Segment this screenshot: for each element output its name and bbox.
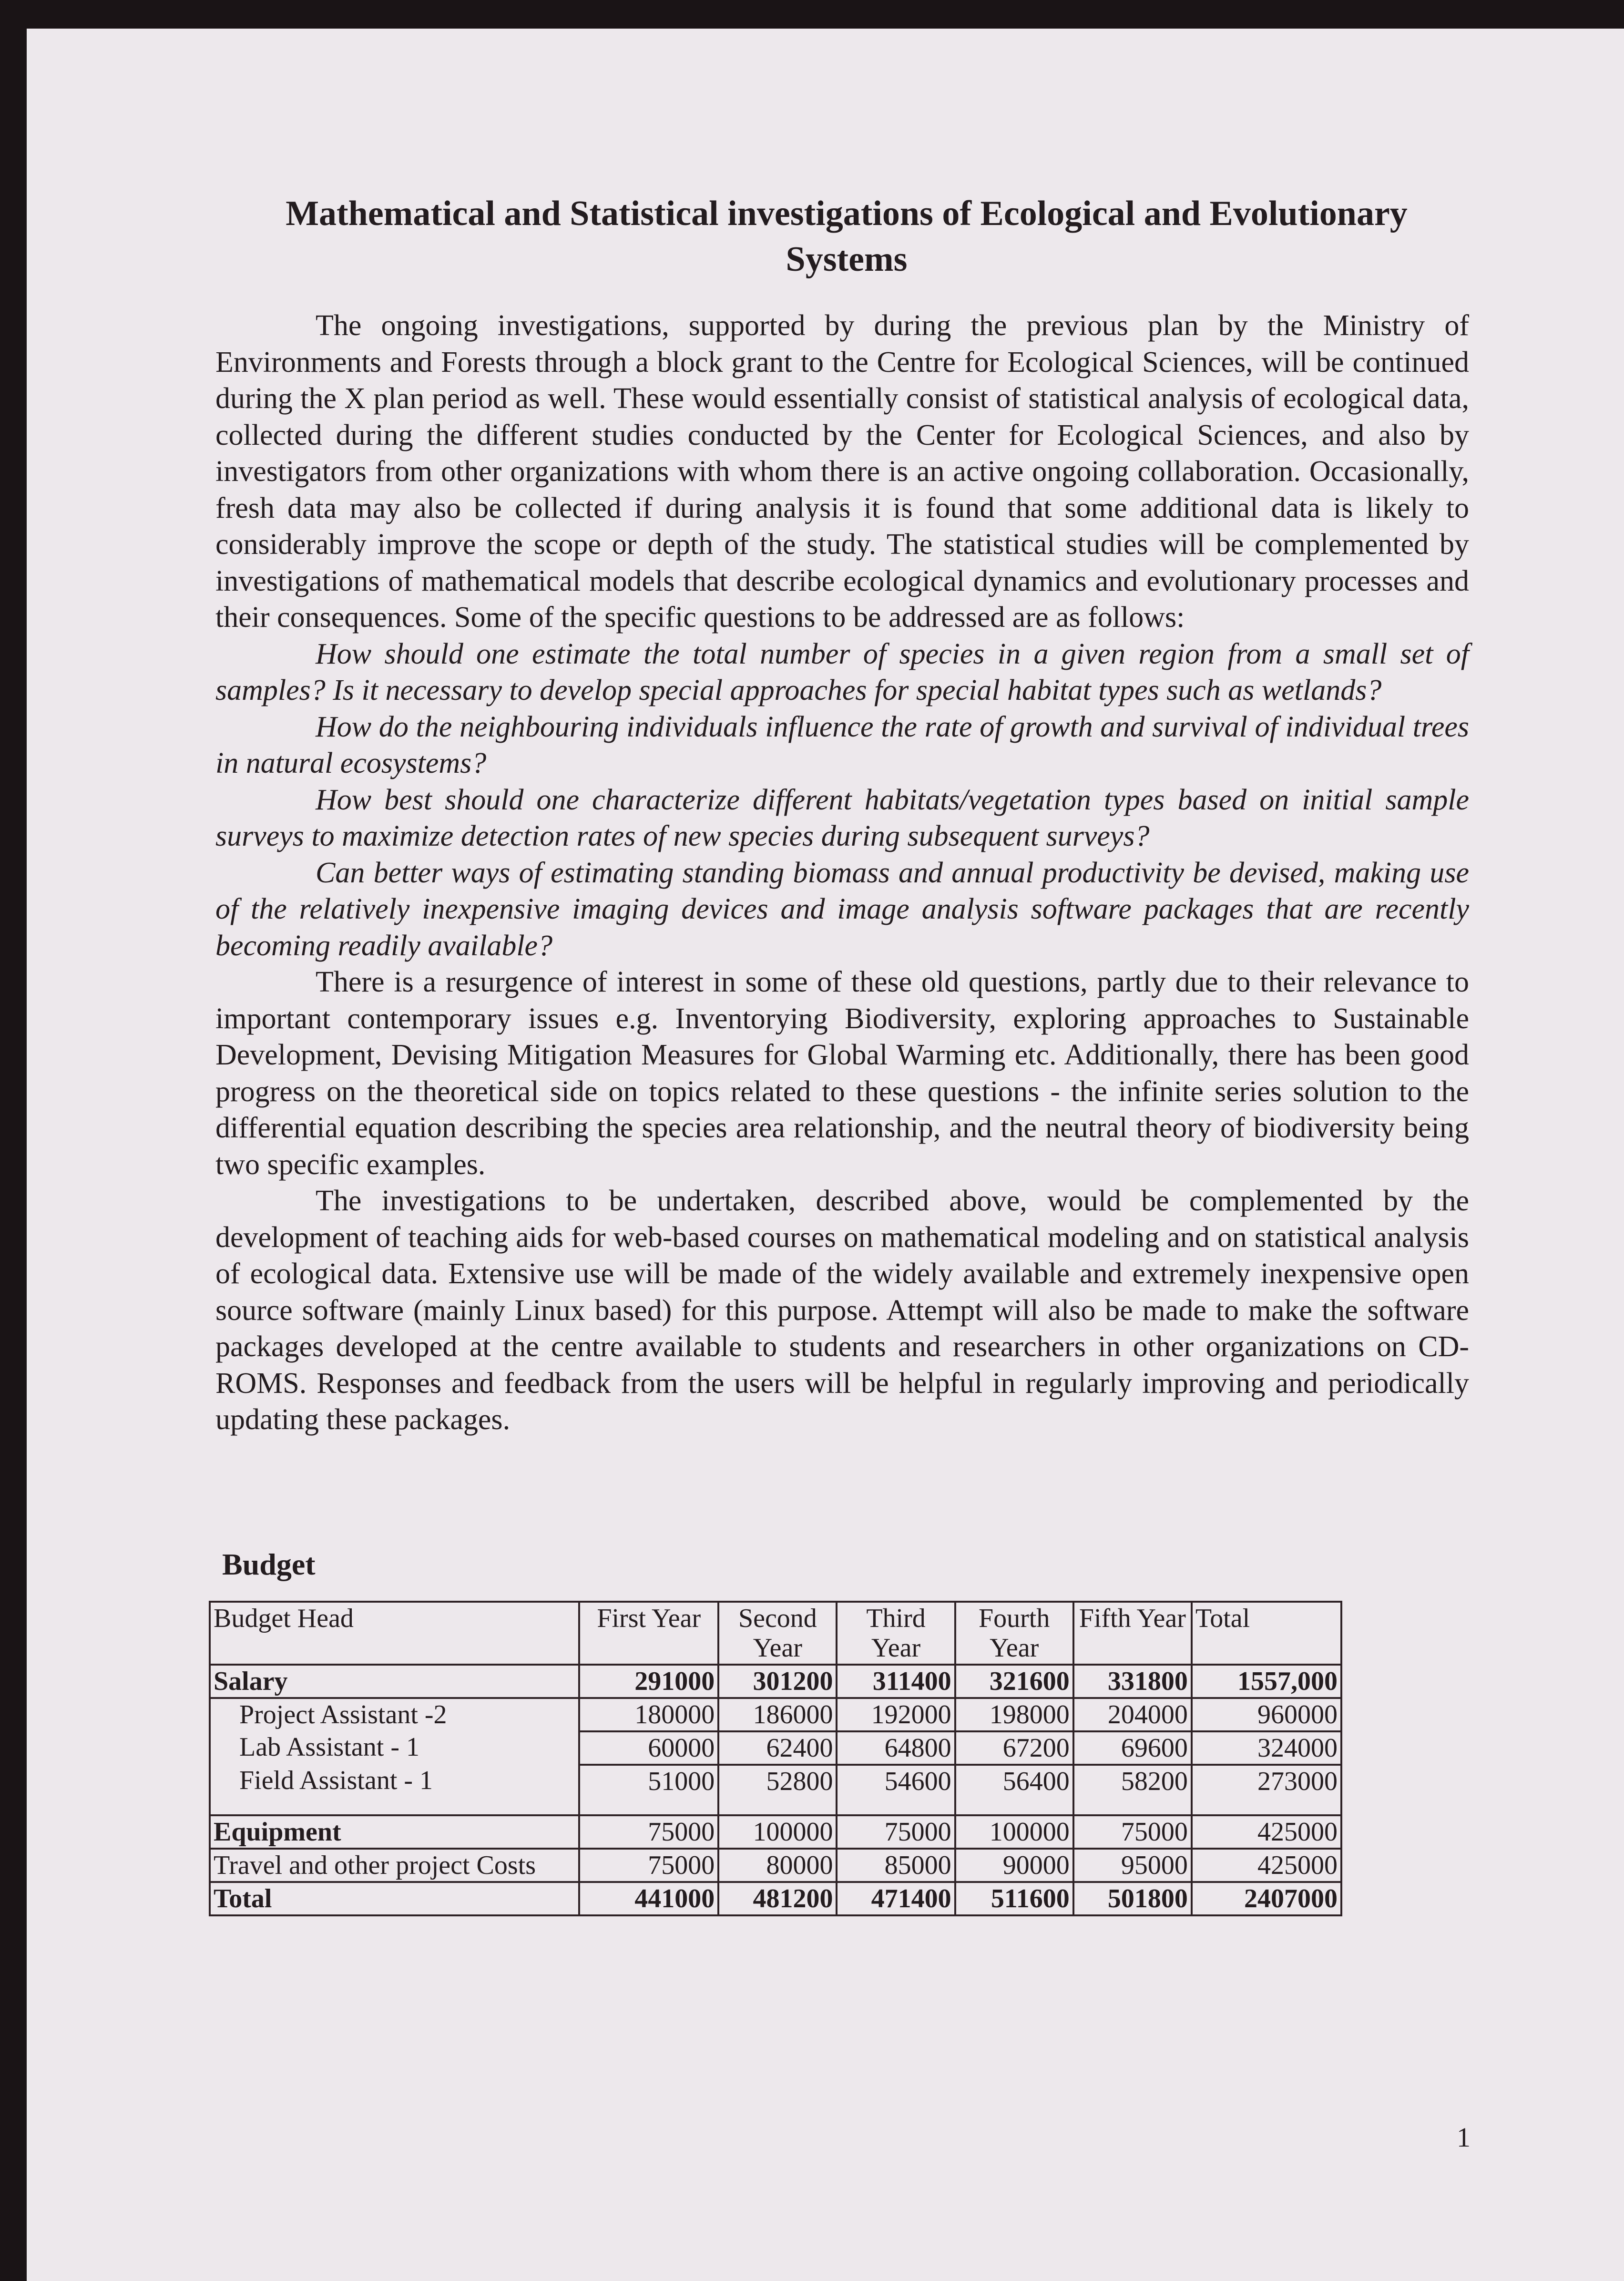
cell-value: 90000 (955, 1849, 1073, 1882)
cell-value: 69600 (1073, 1731, 1192, 1765)
header-total: Total (1192, 1602, 1341, 1665)
table-row-field-assistant (210, 1765, 1341, 1815)
cell-value: 100000 (718, 1815, 837, 1849)
cell-value: 75000 (1073, 1815, 1192, 1849)
cell-value: 2407000 (1192, 1882, 1341, 1915)
cell-value: 425000 (1192, 1815, 1341, 1849)
cell-value: 85000 (837, 1849, 955, 1882)
cell-value: 501800 (1073, 1882, 1192, 1915)
question-neighbour-influence: How do the neighbouring individuals influence the rate of growth and survival of individual trees in natural ecosystems? (215, 710, 1469, 779)
header-third-year: Third Year (837, 1602, 955, 1665)
header-first-year: First Year (579, 1602, 718, 1665)
table-row-travel (210, 1849, 1341, 1882)
cell-value: 481200 (718, 1882, 837, 1915)
cell-value: 471400 (837, 1882, 955, 1915)
cell-value: 960000 (1192, 1698, 1341, 1731)
cell-value: 75000 (579, 1815, 718, 1849)
cell-value: 273000 (1192, 1765, 1341, 1815)
cell-value: 180000 (579, 1698, 718, 1731)
cell-value: 75000 (579, 1849, 718, 1882)
row-label: Equipment (210, 1815, 579, 1849)
row-label: Salary (210, 1665, 579, 1698)
cell-value: 62400 (718, 1731, 837, 1765)
cell-value: 192000 (837, 1698, 955, 1731)
budget-heading: Budget (222, 1547, 316, 1581)
budget-header-row (210, 1602, 1341, 1665)
cell-value: 60000 (579, 1731, 718, 1765)
document-page (27, 29, 1624, 2281)
cell-value: 95000 (1073, 1849, 1192, 1882)
cell-value: 51000 (579, 1765, 718, 1815)
cell-value: 301200 (718, 1665, 837, 1698)
budget-table (209, 1601, 1342, 1916)
cell-value: 1557,000 (1192, 1665, 1341, 1698)
header-budget-head: Budget Head (210, 1602, 579, 1665)
cell-value: 75000 (837, 1815, 955, 1849)
table-row-lab-assistant (210, 1731, 1341, 1765)
header-second-year: Second Year (718, 1602, 837, 1665)
cell-value: 511600 (955, 1882, 1073, 1915)
cell-value: 80000 (718, 1849, 837, 1882)
cell-value: 331800 (1073, 1665, 1192, 1698)
cell-value: 204000 (1073, 1698, 1192, 1731)
document-title: Mathematical and Statistical investigations of Ecological and Evolutionary Systems (286, 194, 1408, 279)
table-row-equipment (210, 1815, 1341, 1849)
page-number: 1 (1457, 2122, 1471, 2153)
cell-value: 56400 (955, 1765, 1073, 1815)
cell-value: 67200 (955, 1731, 1073, 1765)
row-label: Lab Assistant - 1 (210, 1731, 579, 1765)
row-label: Total (210, 1882, 579, 1915)
row-label: Project Assistant -2 (210, 1698, 579, 1731)
cell-value: 291000 (579, 1665, 718, 1698)
header-fifth-year: Fifth Year (1073, 1602, 1192, 1665)
cell-value: 311400 (837, 1665, 955, 1698)
table-row-salary (210, 1665, 1341, 1698)
cell-value: 54600 (837, 1765, 955, 1815)
cell-value: 100000 (955, 1815, 1073, 1849)
row-label: Travel and other project Costs (210, 1849, 579, 1882)
body-text (215, 307, 1469, 1438)
cell-value: 186000 (718, 1698, 837, 1731)
cell-value: 441000 (579, 1882, 718, 1915)
cell-value: 58200 (1073, 1765, 1192, 1815)
paragraph-resurgence: There is a resurgence of interest in some of these old questions, partly due to their relevance to important contemporary issues e.g. Inventorying Biodiversity, exploring approaches to Sustainable Development, Devising Mitigation Measures for Global Warming etc. Additionally, there has been good progress on the theoretical side on topics related to these questions - the infinite series solution to the differential equation describing the species area relationship, and the neutral theory of biodiversity being two specific examples. (215, 966, 1469, 1181)
table-row-project-assistant (210, 1698, 1341, 1731)
cell-value: 425000 (1192, 1849, 1341, 1882)
row-label: Field Assistant - 1 (210, 1765, 579, 1815)
cell-value: 324000 (1192, 1731, 1341, 1765)
header-fourth-year: Fourth Year (955, 1602, 1073, 1665)
question-biomass-estimation: Can better ways of estimating standing biomass and annual productivity be devised, making use of the relatively inexpensive imaging devices and image analysis software packages that are recently becoming readily available? (215, 856, 1469, 962)
cell-value: 64800 (837, 1731, 955, 1765)
paragraph-teaching-aids: The investigations to be undertaken, described above, would be complemented by the development of teaching aids for web-based courses on mathematical modeling and on statistical analysis of ecological data. Extensive use will be made of the widely available and extremely inexpensive open source software (mainly Linux based) for this purpose. Attempt will also be made to make the software packages developed at the centre available to students and researchers in other organizations on CD-ROMS. Responses and feedback from the users will be helpful in regularly improving and periodically updating these packages. (215, 1185, 1469, 1436)
table-row-total (210, 1882, 1341, 1915)
cell-value: 321600 (955, 1665, 1073, 1698)
cell-value: 198000 (955, 1698, 1073, 1731)
question-habitat-characterization: How best should one characterize different habitats/vegetation types based on initial sample surveys to maximize detection rates of new species during subsequent surveys? (215, 783, 1469, 852)
cell-value: 52800 (718, 1765, 837, 1815)
paragraph-intro: The ongoing investigations, supported by during the previous plan by the Ministry of Environments and Forests through a block grant to the Centre for Ecological Sciences, will be continued during the X plan period as well. These would essentially consist of statistical analysis of ecological data, collected during the different studies conducted by the Center for Ecological Sciences, and also by investigators from other organizations with whom there is an active ongoing collaboration. Occasionally, fresh data may also be collected if during analysis it is found that some additional data is likely to considerably improve the scope or depth of the study. The statistical studies will be complemented by investigations of mathematical models that describe ecological dynamics and evolutionary processes and their consequences. Some of the specific questions to be addressed are as follows: (215, 309, 1469, 634)
question-species-estimation: How should one estimate the total number of species in a given region from a small set of samples? Is it necessary to develop special approaches for special habitat types such as wetlands? (215, 637, 1469, 706)
